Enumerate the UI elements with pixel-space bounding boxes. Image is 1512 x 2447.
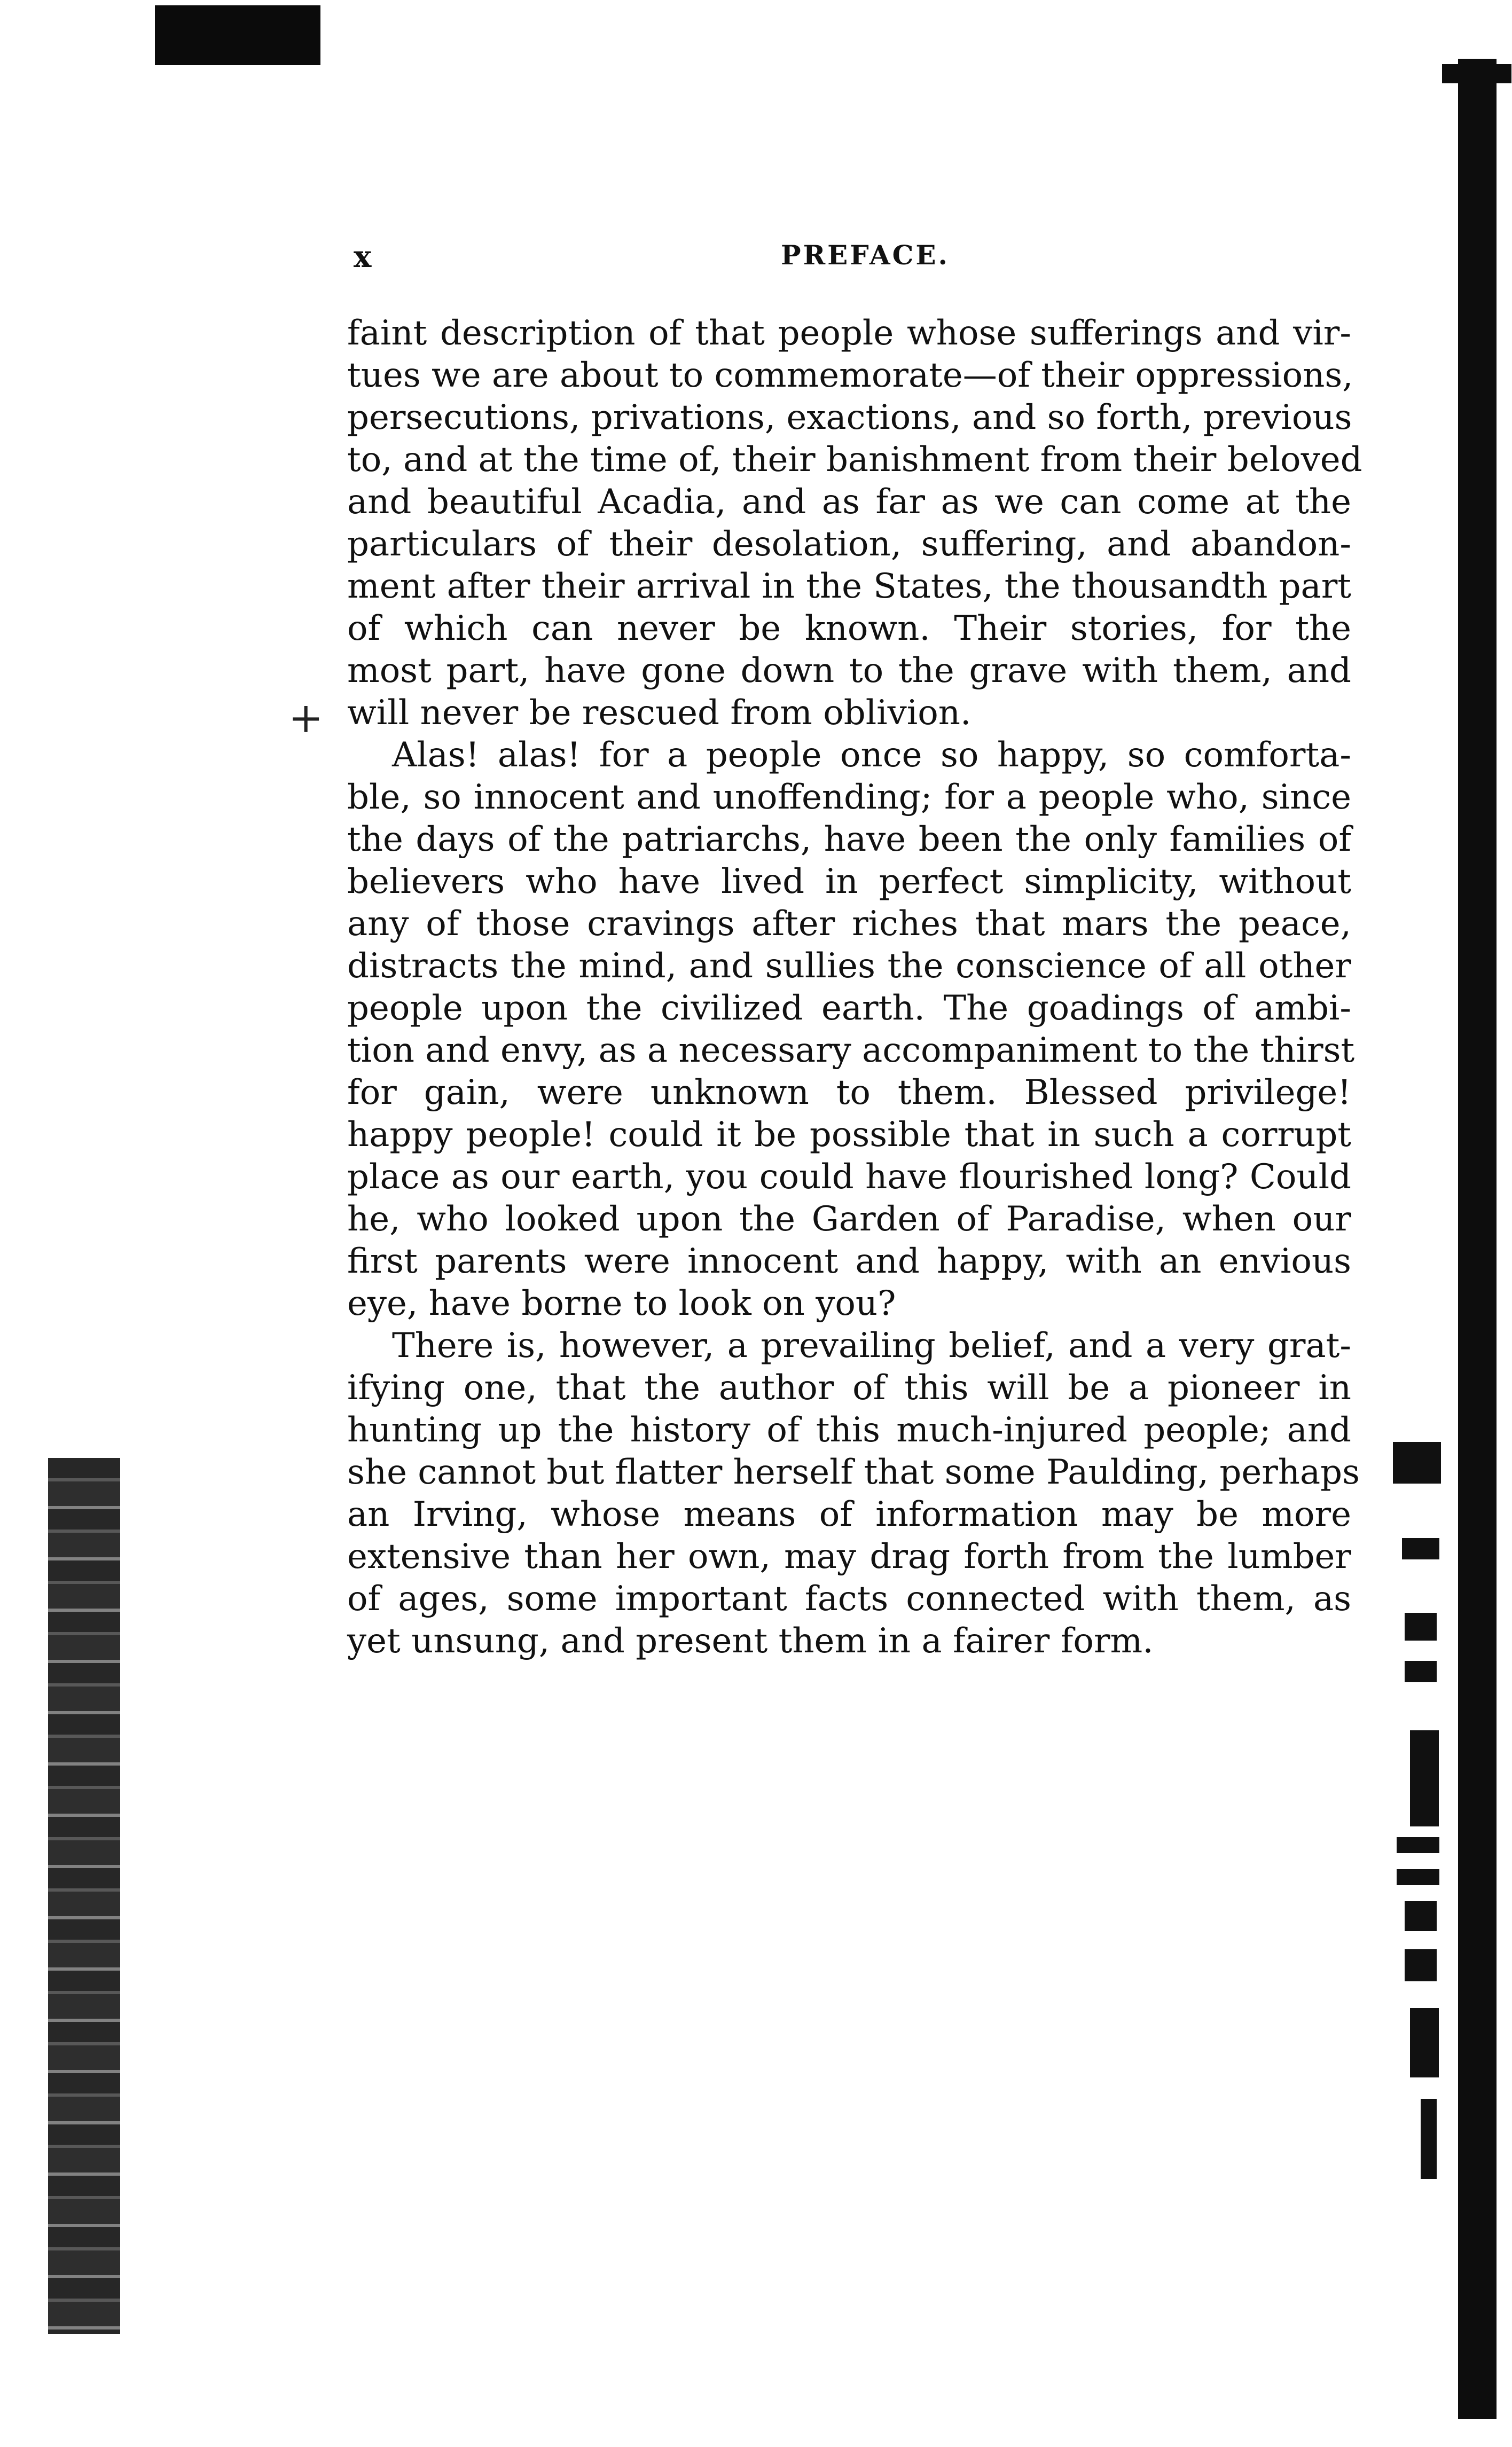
text-line: particulars of their desolation, suffering, and abandon- <box>347 524 1351 564</box>
text-line: first parents were innocent and happy, with an envious <box>347 1242 1351 1281</box>
text-line: of which can never be known. Their stories, for the <box>347 609 1351 648</box>
text-line: tues we are about to commemorate—of their oppressions, <box>347 356 1353 395</box>
text-line: the days of the patriarchs, have been the only families of <box>347 820 1351 859</box>
text-line: of ages, some important facts connected with them, as <box>347 1579 1351 1619</box>
page-number: x <box>354 239 373 274</box>
text-line: distracts the mind, and sullies the conscience of all other <box>347 946 1351 986</box>
scan-mark <box>1397 1869 1439 1885</box>
text-line: and beautiful Acadia, and as far as we can come at the <box>347 482 1351 522</box>
paragraph-1 <box>347 312 1362 734</box>
running-head: PREFACE. <box>781 239 950 271</box>
text-line: happy people! could it be possible that in such a corrupt <box>347 1115 1351 1155</box>
scan-blot-top <box>155 5 320 65</box>
text-line: extensive than her own, may drag forth from the lumber <box>347 1537 1351 1577</box>
text-line: place as our earth, you could have flourished long? Could <box>347 1157 1351 1197</box>
text-line: There is, however, a prevailing belief, and a very grat- <box>392 1326 1351 1366</box>
text-line: for gain, were unknown to them. Blessed privilege! <box>347 1073 1351 1112</box>
text-line: an Irving, whose means of information may be more <box>347 1495 1351 1534</box>
scan-mark <box>1405 1661 1437 1682</box>
text-line: he, who looked upon the Garden of Paradise, when our <box>347 1199 1351 1239</box>
text-line: any of those cravings after riches that mars the peace, <box>347 904 1351 944</box>
scan-mark <box>1405 1613 1437 1641</box>
text-line: persecutions, privations, exactions, and so forth, previous <box>347 398 1352 437</box>
scan-mark <box>1410 1730 1439 1826</box>
scan-mark <box>1405 1949 1437 1981</box>
text-line: she cannot but flatter herself that some Paulding, perhaps <box>347 1453 1360 1492</box>
text-line: yet unsung, and present them in a fairer form. <box>347 1621 1154 1661</box>
text-line: ment after their arrival in the States, the thousandth part <box>347 567 1351 606</box>
text-line: faint description of that people whose sufferings and vir- <box>347 313 1351 353</box>
text-line: most part, have gone down to the grave with them, and <box>347 651 1351 691</box>
text-line: tion and envy, as a necessary accompaniment to the thirst <box>347 1031 1355 1070</box>
scan-mark <box>1393 1442 1441 1484</box>
text-line: ble, so innocent and unoffending; for a people who, since <box>347 778 1351 817</box>
body-text <box>347 312 1362 1662</box>
text-line: hunting up the history of this much-injured people; and <box>347 1410 1351 1450</box>
scan-edge-right <box>1458 59 1497 2419</box>
text-line: ifying one, that the author of this will be a pioneer in <box>347 1368 1351 1408</box>
text-line: will never be rescued from oblivion. <box>347 693 972 733</box>
text-line: eye, have borne to look on you? <box>347 1284 896 1323</box>
scan-mark <box>1410 2008 1439 2077</box>
scan-mark <box>1421 2099 1437 2179</box>
scan-mark <box>1397 1837 1439 1853</box>
scan-edge-left <box>48 1458 120 2334</box>
paragraph-3 <box>347 1325 1360 1662</box>
margin-mark: + <box>288 694 324 742</box>
text-line: believers who have lived in perfect simplicity, without <box>347 862 1351 901</box>
paragraph-2 <box>347 734 1355 1325</box>
text-line: Alas! alas! for a people once so happy, so comforta- <box>392 735 1351 775</box>
text-line: to, and at the time of, their banishment from their beloved <box>347 440 1362 480</box>
scan-mark <box>1402 1538 1439 1559</box>
text-line: people upon the civilized earth. The goadings of ambi- <box>347 989 1351 1028</box>
scan-mark <box>1405 1901 1437 1931</box>
